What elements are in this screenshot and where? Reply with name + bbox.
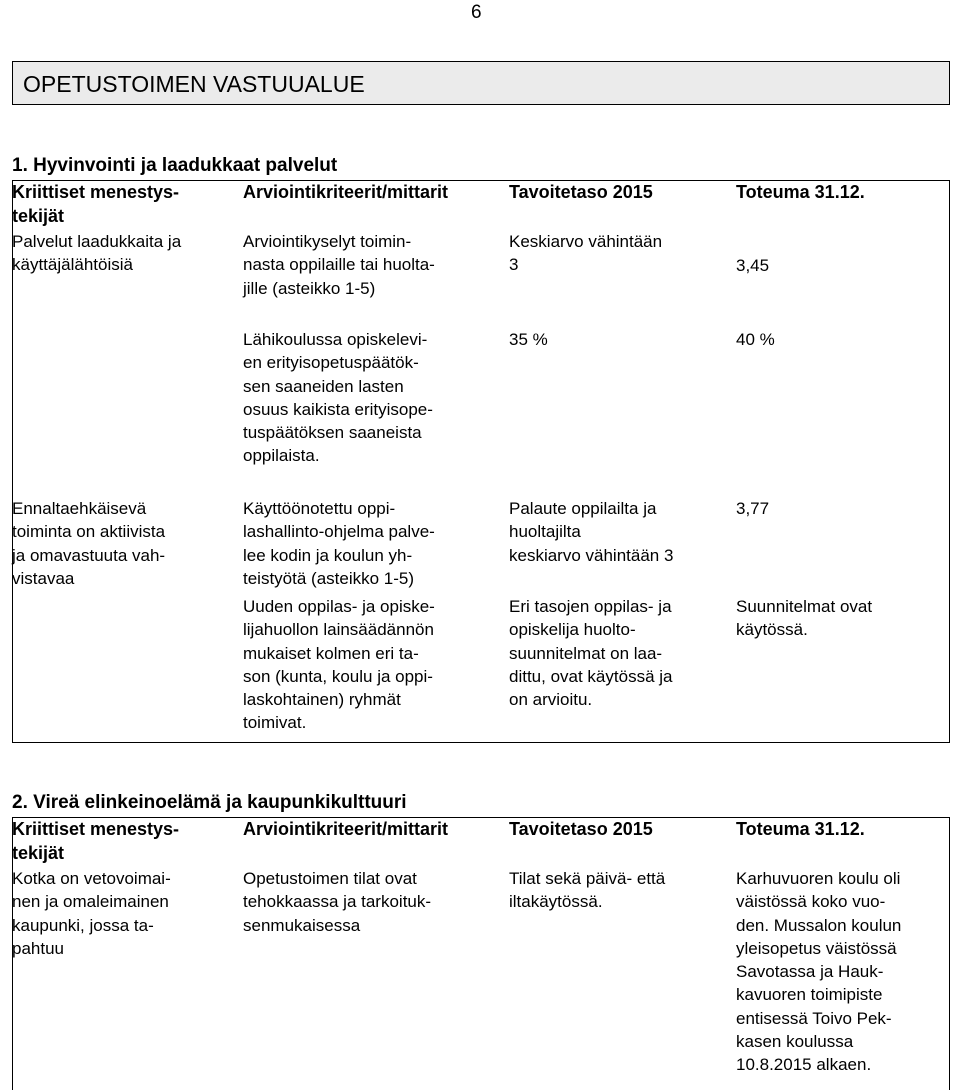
table-border-top xyxy=(12,817,950,818)
row-1-factor: Kotka on vetovoimai- nen ja omaleimainen kaupunki, jossa ta- pahtuu xyxy=(12,869,171,958)
header-criteria: Arviointikriteerit/mittarit xyxy=(243,819,449,839)
header-result: Toteuma 31.12. xyxy=(736,182,865,202)
section-1-heading: 1. Hyvinvointi ja laadukkaat palvelut xyxy=(12,155,338,176)
table-border-right xyxy=(949,180,950,743)
row-3-factor: Ennaltaehkäisevä toiminta on aktiivista ja omavastuuta vah- vistavaa xyxy=(12,499,166,588)
header-criteria: Arviointikriteerit/mittarit xyxy=(243,182,449,202)
row-1-criteria: Arviointikyselyt toimin- nasta oppilaille tai huolta- jille (asteikko 1-5) xyxy=(243,232,435,298)
row-1-factor: Palvelut laadukkaita ja käyttäjälähtöisiä xyxy=(12,232,182,275)
banner-title: OPETUSTOIMEN VASTUUALUE xyxy=(23,71,365,97)
header-result: Toteuma 31.12. xyxy=(736,819,865,839)
header-factor: Kriittiset menestys- tekijät xyxy=(12,182,180,226)
row-2-result: 40 % xyxy=(736,330,775,349)
row-3-criteria: Käyttöönotettu oppi- lashallinto-ohjelma palve- lee kodin ja koulun yh- teistyötä (asteikko 1-5) xyxy=(243,499,435,588)
page-number: 6 xyxy=(471,2,482,23)
row-4-criteria: Uuden oppilas- ja opiske- lijahuollon lainsäädännön mukaiset kolmen eri ta- son (kunta, koulu ja oppi- laskohtainen) ryhmät toimivat. xyxy=(243,597,435,733)
row-4-result: Suunnitelmat ovat käytössä. xyxy=(736,597,873,640)
row-1-target: Keskiarvo vähintään 3 xyxy=(509,232,663,275)
table-border-bottom xyxy=(12,742,950,743)
row-4-target: Eri tasojen oppilas- ja opiskelija huolto- suunnitelmat on laa- dittu, ovat käytössä ja on arvioitu. xyxy=(509,597,673,710)
header-target: Tavoitetaso 2015 xyxy=(509,819,653,839)
table-border-left xyxy=(12,180,13,743)
header-target: Tavoitetaso 2015 xyxy=(509,182,653,202)
row-2-criteria: Lähikoulussa opiskelevi- en erityisopetuspäätök- sen saaneiden lasten osuus kaikista erityisope- tuspäätöksen saaneista oppilaista. xyxy=(243,330,433,466)
section-2-heading: 2. Vireä elinkeinoelämä ja kaupunkikulttuuri xyxy=(12,792,407,813)
row-1-result: 3,45 xyxy=(736,256,770,275)
table-border-right xyxy=(949,817,950,1090)
table-border-left xyxy=(12,817,13,1090)
section-1-table xyxy=(12,180,950,743)
row-2-target: 35 % xyxy=(509,330,548,349)
section-banner xyxy=(12,61,950,105)
header-factor: Kriittiset menestys- tekijät xyxy=(12,819,180,863)
table-border-top xyxy=(12,180,950,181)
row-3-result: 3,77 xyxy=(736,499,770,518)
section-2-table xyxy=(12,817,950,1090)
row-1-result: Karhuvuoren koulu oli väistössä koko vuo- den. Mussalon koulun yleisopetus väistössä Savotassa ja Hauk- kavuoren toimipiste entisessä Toivo Pek- kasen koulussa 10.8.2015 alkaen. xyxy=(736,869,902,1075)
row-1-target: Tilat sekä päivä- että iltakäytössä. xyxy=(509,869,666,912)
row-3-target: Palaute oppilailta ja huoltajilta keskiarvo vähintään 3 xyxy=(509,499,674,565)
row-1-criteria: Opetustoimen tilat ovat tehokkaassa ja tarkoituk- senmukaisessa xyxy=(243,869,432,935)
